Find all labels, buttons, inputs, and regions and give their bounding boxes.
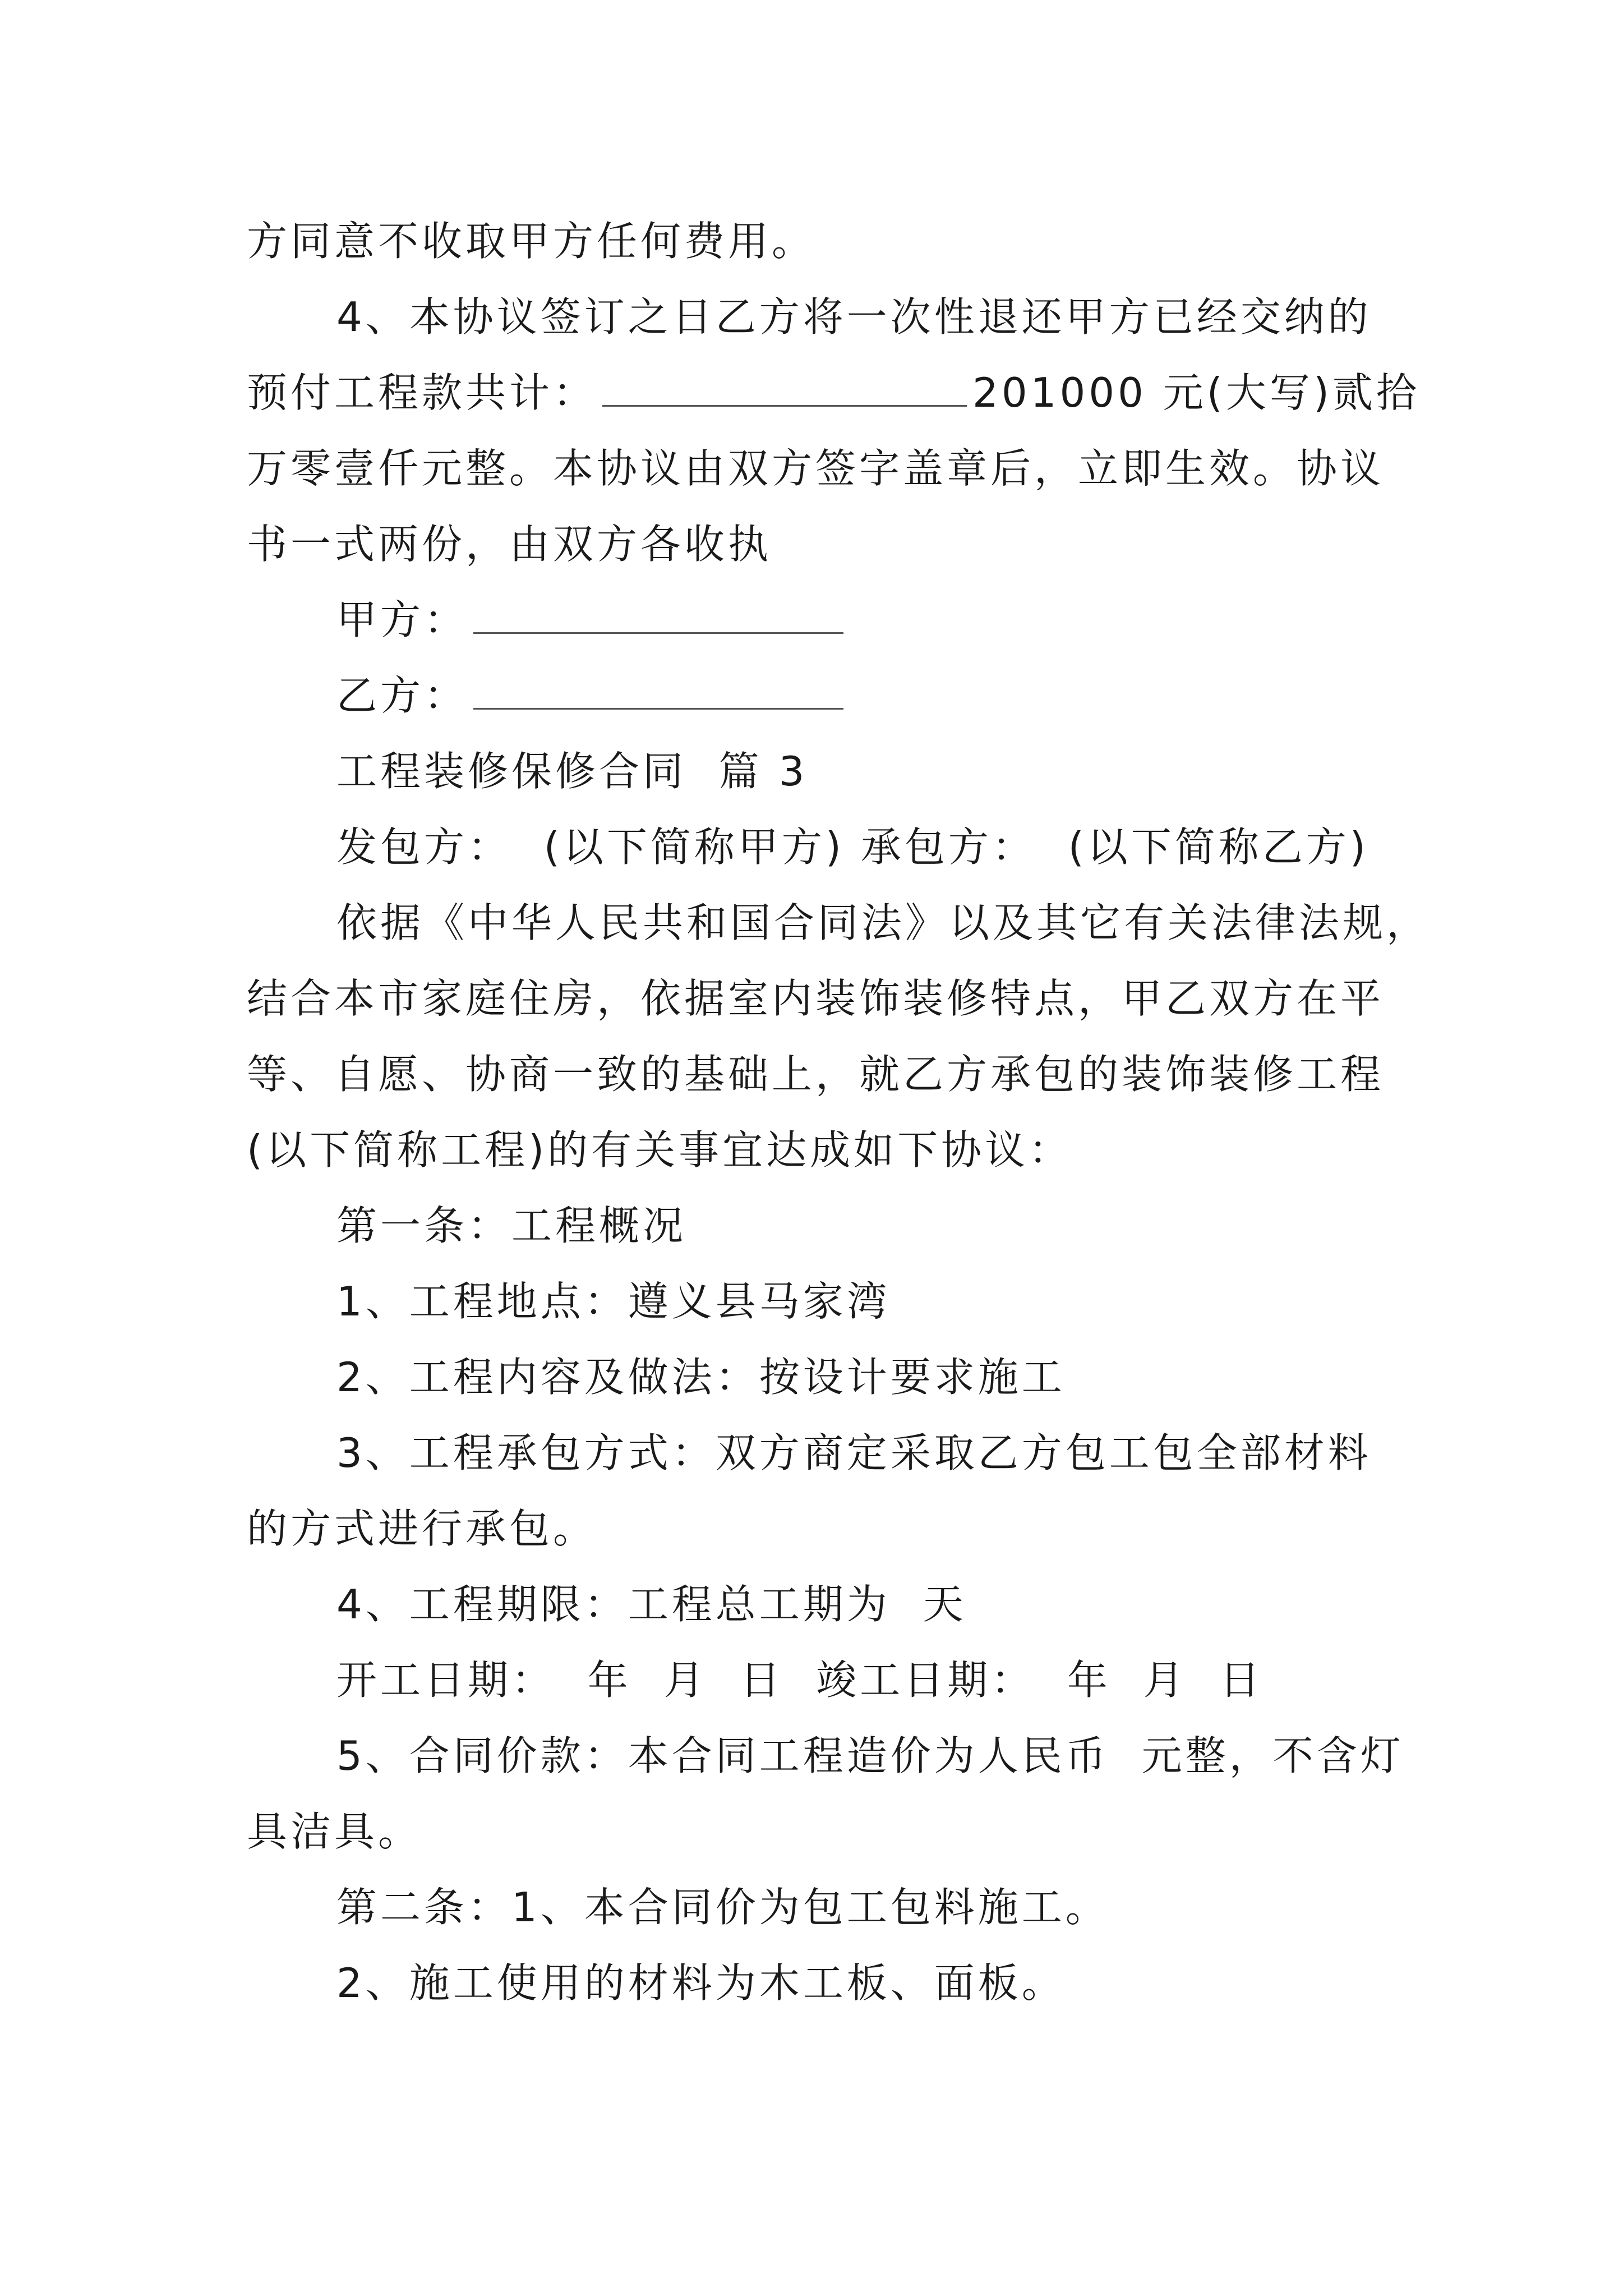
signature-label: 甲方： bbox=[336, 596, 468, 643]
paragraph-line: 2、工程内容及做法：按设计要求施工 bbox=[336, 1354, 1066, 1401]
section-heading: 工程装修保修合同 篇 3 bbox=[336, 748, 808, 795]
paragraph-line: 依据《中华人民共和国合同法》以及其它有关法律法规， bbox=[336, 899, 1431, 946]
paragraph-line: 发包方： (以下简称甲方) 承包方： (以下简称乙方) bbox=[336, 823, 1369, 871]
line-text-after-blank: 201000 元(大写)贰拾 bbox=[972, 369, 1420, 416]
paragraph-line: 万零壹仟元整。本协议由双方签字盖章后，立即生效。协议 bbox=[247, 445, 1385, 492]
paragraph-line: 等、自愿、协商一致的基础上，就乙方承包的装饰装修工程 bbox=[247, 1051, 1385, 1098]
fill-in-blank bbox=[602, 404, 967, 407]
paragraph-line: 4、本协议签订之日乙方将一次性退还甲方已经交纳的 bbox=[336, 293, 1372, 341]
signature-blank bbox=[473, 632, 843, 634]
paragraph-line: 1、工程地点：遵义县马家湾 bbox=[336, 1278, 891, 1325]
paragraph-line: 结合本市家庭住房，依据室内装饰装修特点，甲乙双方在平 bbox=[247, 975, 1385, 1022]
paragraph-line: 的方式进行承包。 bbox=[247, 1505, 597, 1552]
paragraph-line: 2、施工使用的材料为木工板、面板。 bbox=[336, 1959, 1066, 2007]
paragraph-line: 4、工程期限：工程总工期为 天 bbox=[336, 1581, 967, 1628]
paragraph-line: 具洁具。 bbox=[247, 1808, 422, 1855]
paragraph-line: (以下简称工程)的有关事宜达成如下协议： bbox=[247, 1126, 1073, 1174]
signature-label: 乙方： bbox=[336, 672, 468, 719]
signature-blank bbox=[473, 707, 843, 710]
article-heading: 第二条：1、本合同价为包工包料施工。 bbox=[336, 1884, 1109, 1931]
paragraph-line: 5、合同价款：本合同工程造价为人民币 元整，不含灯 bbox=[336, 1732, 1404, 1779]
paragraph-line-with-blank bbox=[247, 367, 1420, 418]
article-heading: 第一条：工程概况 bbox=[336, 1202, 687, 1249]
paragraph-line: 书一式两份，由双方各收执 bbox=[247, 521, 772, 568]
signature-line-party-b bbox=[336, 670, 849, 721]
paragraph-line: 方同意不收取甲方任何费用。 bbox=[247, 218, 816, 265]
line-text-before-blank: 预付工程款共计： bbox=[247, 369, 597, 416]
signature-line-party-a bbox=[336, 595, 849, 645]
paragraph-line: 开工日期： 年 月 日 竣工日期： 年 月 日 bbox=[336, 1657, 1264, 1704]
paragraph-line: 3、工程承包方式：双方商定采取乙方包工包全部材料 bbox=[336, 1429, 1372, 1476]
